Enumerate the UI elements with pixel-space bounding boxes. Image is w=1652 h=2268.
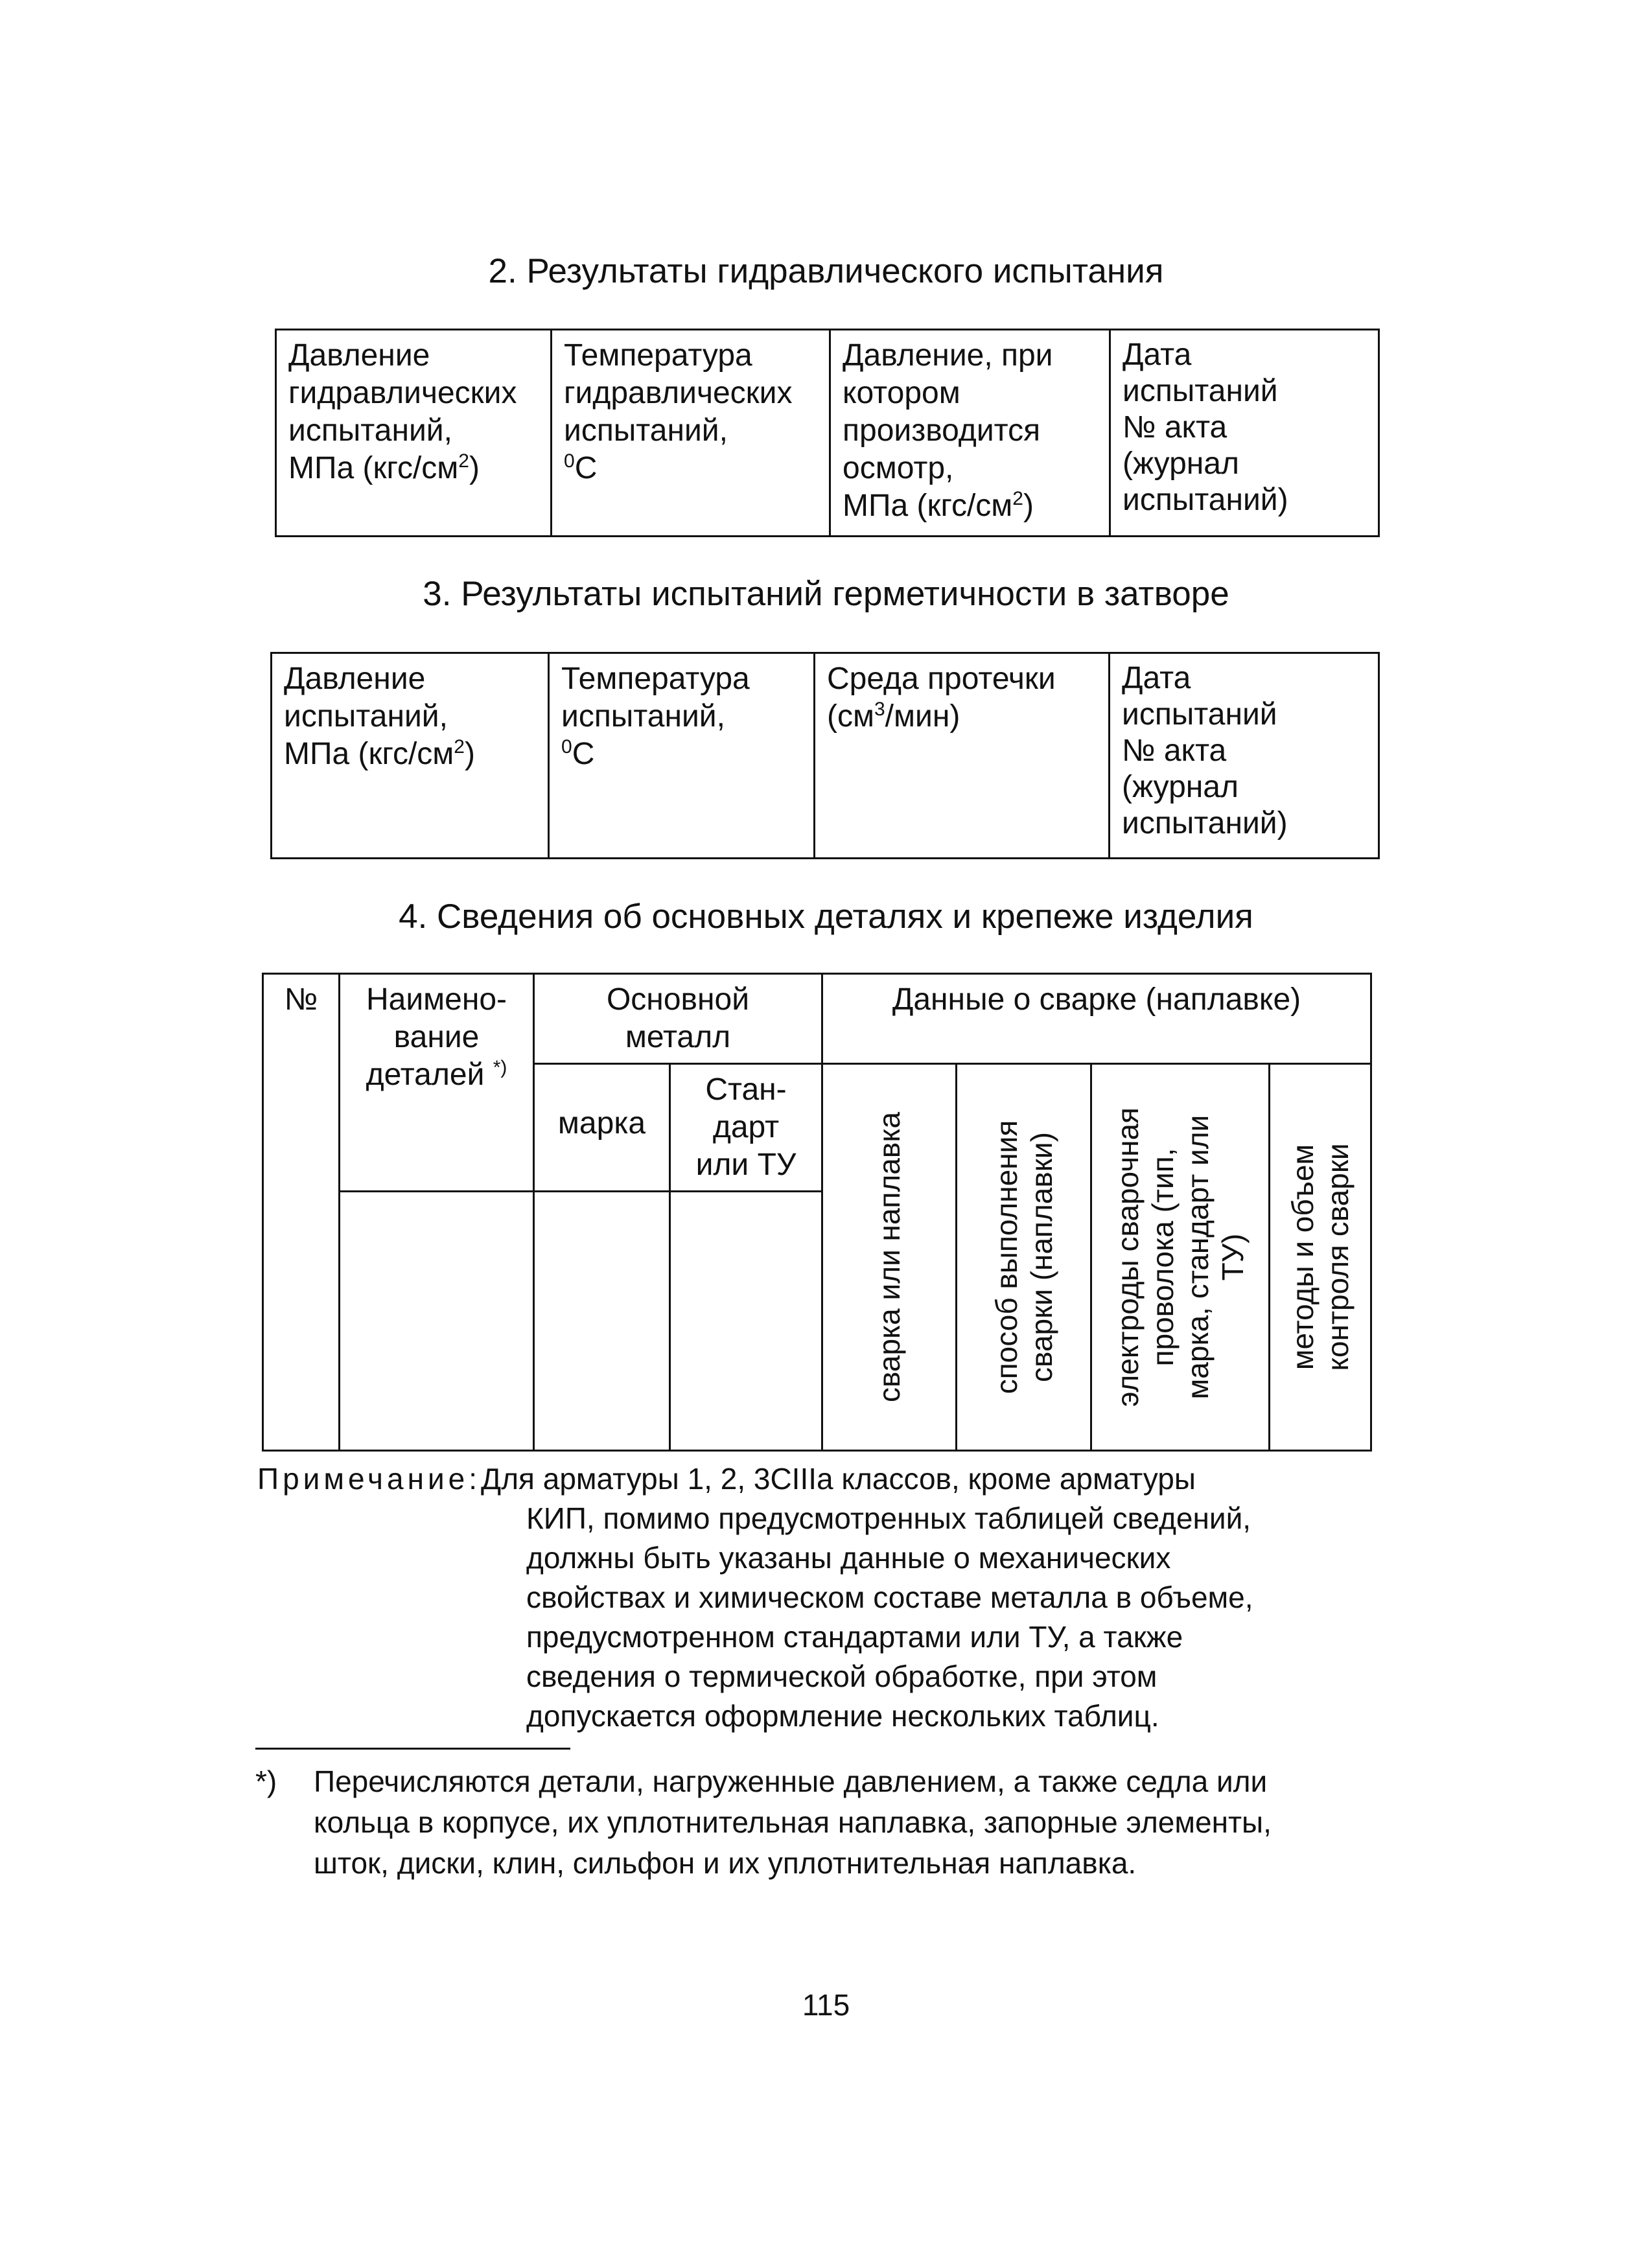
weld-method-header: способ выполнения сварки (наплавки) (957, 1064, 1091, 1451)
section-2-title: 2. Результаты гидравлического испытания (488, 252, 1164, 290)
footnote-mark: *) (255, 1765, 277, 1798)
test-pressure-header: Давление испытаний, МПа $(кгс/см^2)$ (272, 653, 549, 859)
part-name-cell (340, 1192, 534, 1451)
note-label: Примечание: (257, 1462, 482, 1496)
test-temperature-header: Температура испытаний, $^0$С (549, 653, 815, 859)
tightness-test-table (270, 652, 1380, 859)
page-number: 115 (802, 1988, 850, 2022)
welding-data-header: Данные о сварке (наплавке) (822, 974, 1371, 1064)
row-number-header: № (263, 974, 340, 1451)
inspection-pressure-header: Давление, при котором производится осмотр, МПа $(кгс/см^2)$ (830, 330, 1110, 537)
base-metal-header: Основной металл (534, 974, 822, 1064)
hydraulic-pressure-header: Давление гидравлических испытаний, МПа $(кгс/см^2)$ (276, 330, 552, 537)
note-body: КИП, помимо предусмотренных таблицей сведений, должны быть указаны данные о механических свойствах и химическом составе металла в объеме, предусмотренном стандартами или ТУ, а также сведения о термической обработке, при этом допускается оформление нескольких таблиц. (526, 1501, 1253, 1733)
grade-cell (534, 1192, 670, 1451)
weld-or-surfacing-header: сварка или наплавка (822, 1064, 957, 1451)
footnote-separator (255, 1748, 570, 1750)
part-name-header: Наимено- вание деталей *) (340, 974, 534, 1192)
grade-header: марка (534, 1064, 670, 1192)
test-date-header: Дата испытаний № акта (журнал испытаний) (1110, 653, 1379, 859)
section-3-title: 3. Результаты испытаний герметичности в затворе (423, 575, 1229, 613)
section-4-title: 4. Сведения об основных деталях и крепеже изделия (399, 897, 1253, 936)
hydraulic-temperature-header: Температура гидравлических испытаний, $^0$С (552, 330, 830, 537)
leak-medium-header: Среда протечки $(см^3/мин)$ (815, 653, 1110, 859)
note-first-line (257, 1459, 1380, 1499)
parts-details-table (262, 973, 1372, 1452)
test-date-header: Дата испытаний № акта (журнал испытаний) (1110, 330, 1379, 537)
standard-header: Стан- дарт или ТУ (670, 1064, 822, 1192)
standard-cell (670, 1192, 822, 1451)
footnote: *) Перечисляются детали, нагруженные давлением, а также седла или кольца в корпусе, их уплотнительная наплавка, запорные элементы, шток, диски, клин, сильфон и их уплотнительная наплавка. (255, 1761, 1380, 1884)
electrodes-header: электроды сварочная проволока (тип, марка, стандарт или ТУ) (1091, 1064, 1270, 1451)
inspection-methods-header: методы и объем контроля сварки (1270, 1064, 1371, 1451)
hydraulic-test-table (275, 329, 1380, 537)
note-first-text: Для арматуры 1, 2, 3СIIIа классов, кроме арматуры (481, 1462, 1196, 1496)
